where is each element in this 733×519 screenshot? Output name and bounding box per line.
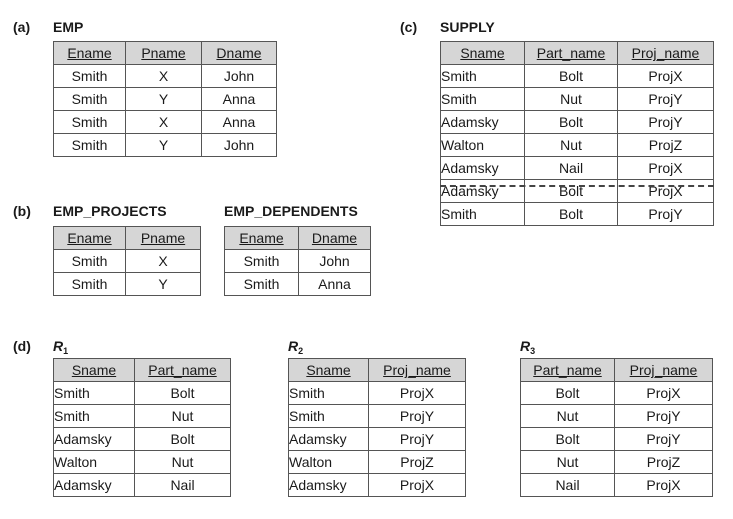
table-row: [441, 88, 714, 111]
col-header: Ename: [54, 42, 126, 65]
emp-projects-title: EMP_PROJECTS: [53, 203, 167, 219]
table-row: [54, 405, 231, 428]
cell: Anna: [299, 273, 371, 296]
cell: Bolt: [525, 111, 618, 134]
table-row: [521, 382, 713, 405]
table-row: [521, 451, 713, 474]
cell: ProjZ: [618, 134, 714, 157]
cell: ProjX: [615, 474, 713, 497]
cell: Smith: [441, 65, 525, 88]
cell: Smith: [441, 88, 525, 111]
cell: Nut: [521, 451, 615, 474]
cell: Walton: [289, 451, 369, 474]
cell: Adamsky: [441, 157, 525, 180]
cell: ProjX: [618, 180, 714, 203]
cell: ProjZ: [369, 451, 466, 474]
cell: Smith: [54, 111, 126, 134]
cell: Adamsky: [289, 428, 369, 451]
col-header: Dname: [202, 42, 277, 65]
cell: Smith: [225, 273, 299, 296]
table-row: [289, 474, 466, 497]
part-d-label: (d): [13, 338, 31, 354]
spurious-tuple-divider: [440, 185, 714, 187]
cell: Y: [126, 88, 202, 111]
col-header: Dname: [299, 227, 371, 250]
emp-dependents-title: EMP_DEPENDENTS: [224, 203, 358, 219]
cell: Nut: [525, 134, 618, 157]
cell: Bolt: [521, 382, 615, 405]
emp-title: EMP: [53, 19, 84, 35]
cell: Smith: [289, 405, 369, 428]
table-row: [54, 428, 231, 451]
table-row: [225, 273, 371, 296]
cell: Walton: [54, 451, 135, 474]
col-header: Part_name: [525, 42, 618, 65]
cell: Walton: [441, 134, 525, 157]
table-row: [54, 88, 277, 111]
col-header: Pname: [126, 227, 201, 250]
cell: Anna: [202, 88, 277, 111]
table-row: [54, 474, 231, 497]
part-b-label: (b): [13, 203, 31, 219]
cell: Anna: [202, 111, 277, 134]
cell: Adamsky: [54, 428, 135, 451]
col-header: Sname: [54, 359, 135, 382]
cell: Smith: [54, 65, 126, 88]
cell: John: [202, 65, 277, 88]
table-row: [225, 250, 371, 273]
table-row: [441, 203, 714, 226]
cell: Y: [126, 273, 201, 296]
table-row: [441, 111, 714, 134]
cell: Bolt: [521, 428, 615, 451]
col-header: Proj_name: [615, 359, 713, 382]
cell: Smith: [54, 382, 135, 405]
cell: ProjY: [369, 405, 466, 428]
col-header: Sname: [289, 359, 369, 382]
cell: Bolt: [525, 65, 618, 88]
emp-table: [53, 41, 277, 157]
table-row: [54, 65, 277, 88]
emp-dependents-table: [224, 226, 371, 296]
part-c-label: (c): [400, 19, 418, 35]
table-row: [441, 157, 714, 180]
cell: ProjY: [615, 428, 713, 451]
cell: ProjX: [615, 382, 713, 405]
table-row: [521, 428, 713, 451]
cell: John: [202, 134, 277, 157]
cell: X: [126, 65, 202, 88]
cell: Bolt: [135, 428, 231, 451]
table-row: [289, 428, 466, 451]
cell: Nut: [521, 405, 615, 428]
cell: Nut: [525, 88, 618, 111]
cell: Adamsky: [441, 180, 525, 203]
cell: X: [126, 250, 201, 273]
table-row: [289, 451, 466, 474]
table-row: [54, 134, 277, 157]
cell: Nut: [135, 451, 231, 474]
cell: Nail: [135, 474, 231, 497]
cell: ProjY: [618, 203, 714, 226]
col-header: Proj_name: [369, 359, 466, 382]
cell: Bolt: [525, 203, 618, 226]
cell: Smith: [225, 250, 299, 273]
r3-title: $R_3$: [520, 338, 536, 356]
col-header: Pname: [126, 42, 202, 65]
r1-title: $R_1$: [53, 338, 69, 356]
cell: Smith: [54, 405, 135, 428]
r2-table: [288, 358, 466, 497]
cell: Smith: [289, 382, 369, 405]
table-row: [289, 382, 466, 405]
table-row: [289, 405, 466, 428]
cell: ProjY: [615, 405, 713, 428]
supply-title: SUPPLY: [440, 19, 495, 35]
r2-title: $R_2$: [288, 338, 304, 356]
cell: ProjY: [369, 428, 466, 451]
table-row: [441, 134, 714, 157]
table-row: [521, 405, 713, 428]
col-header: Ename: [225, 227, 299, 250]
cell: Nut: [135, 405, 231, 428]
cell: ProjZ: [615, 451, 713, 474]
cell: Smith: [54, 250, 126, 273]
table-row: [54, 382, 231, 405]
emp-projects-table: [53, 226, 201, 296]
table-row: [54, 111, 277, 134]
cell: Y: [126, 134, 202, 157]
col-header: Ename: [54, 227, 126, 250]
cell: Smith: [54, 88, 126, 111]
cell: ProjX: [369, 382, 466, 405]
cell: Adamsky: [289, 474, 369, 497]
cell: ProjY: [618, 88, 714, 111]
cell: ProjY: [618, 111, 714, 134]
cell: Nail: [525, 157, 618, 180]
cell: ProjX: [369, 474, 466, 497]
cell: Smith: [54, 273, 126, 296]
cell: Adamsky: [441, 111, 525, 134]
cell: John: [299, 250, 371, 273]
part-a-label: (a): [13, 19, 31, 35]
table-row: [54, 273, 201, 296]
r1-table: [53, 358, 231, 497]
cell: Bolt: [135, 382, 231, 405]
table-row: [441, 180, 714, 203]
col-header: Part_name: [135, 359, 231, 382]
cell: ProjX: [618, 65, 714, 88]
cell: ProjX: [618, 157, 714, 180]
col-header: Sname: [441, 42, 525, 65]
cell: Smith: [441, 203, 525, 226]
table-row: [54, 451, 231, 474]
cell: X: [126, 111, 202, 134]
cell: Smith: [54, 134, 126, 157]
r3-table: [520, 358, 713, 497]
cell: Nail: [521, 474, 615, 497]
col-header: Proj_name: [618, 42, 714, 65]
table-row: [441, 65, 714, 88]
cell: Bolt: [525, 180, 618, 203]
col-header: Part_name: [521, 359, 615, 382]
table-row: [54, 250, 201, 273]
table-row: [521, 474, 713, 497]
cell: Adamsky: [54, 474, 135, 497]
supply-table: [440, 41, 714, 226]
